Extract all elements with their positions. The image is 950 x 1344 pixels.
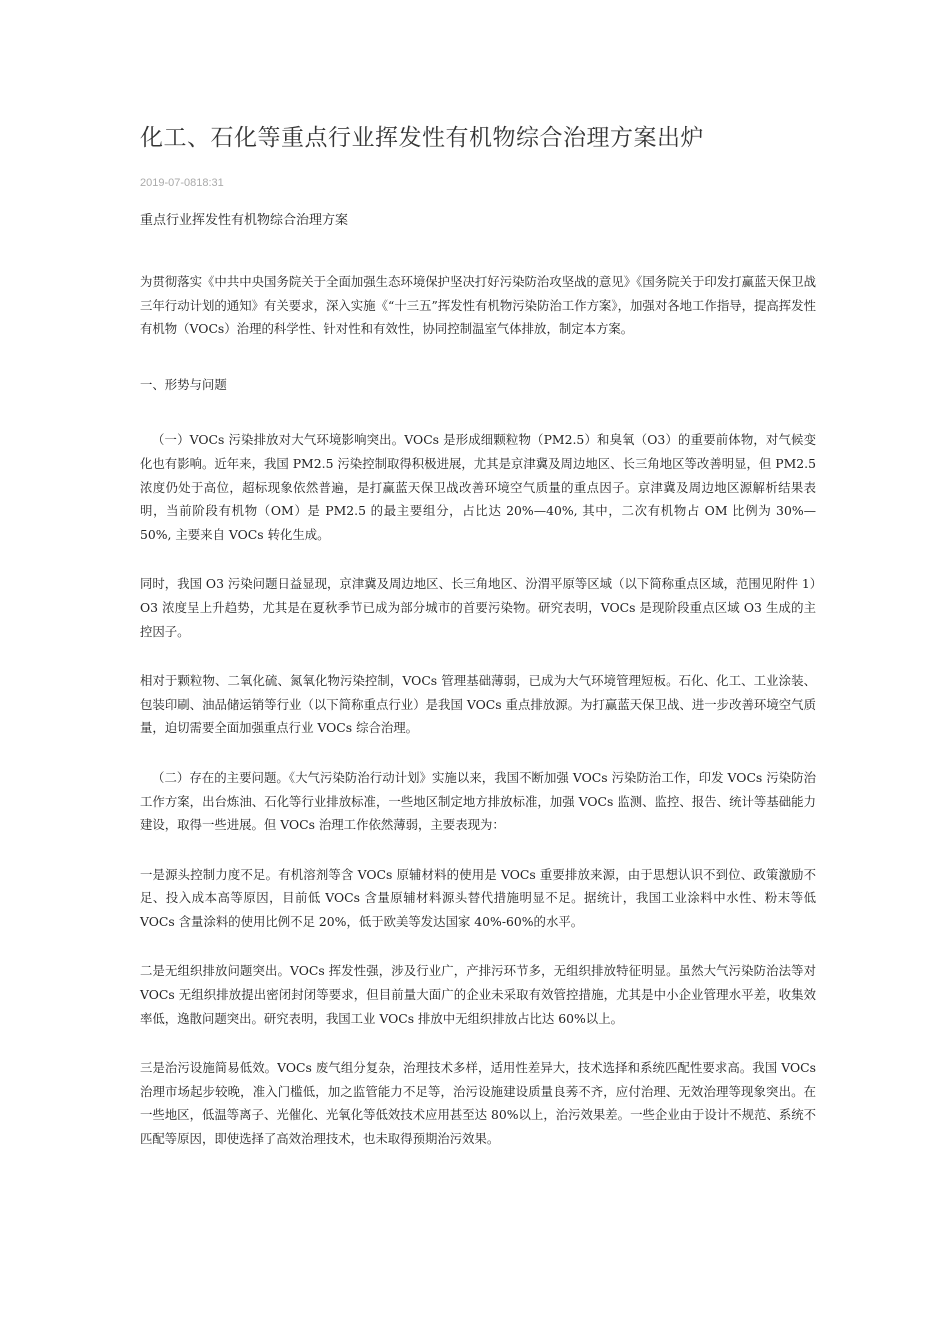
article-subtitle: 重点行业挥发性有机物综合治理方案 — [140, 213, 349, 228]
paragraph: （一）VOCs 污染排放对大气环境影响突出。VOCs 是形成细颗粒物（PM2.5）和臭氧（O3）的重要前体物，对气候变化也有影响。近年来，我国 PM2.5 污染控制取得积极进展，尤其是京津冀及周边地区、长三角地区等改善明显，但 PM2.5 浓度仍处于高位，超标现象依然普遍，是打赢蓝天保卫战改善环境空气质量的重点因子。京津冀及周边地区源解析结果表明，当前阶段有机物（OM）是 PM2.5 的最主要组分，占比达 20%—40%, 其中，二次有机物占 OM 比例为 30%—50%, 主要来自 VOCs 转化生成。 — [140, 432, 816, 542]
paragraph: 相对于颗粒物、二氧化硫、氮氧化物污染控制，VOCs 管理基础薄弱，已成为大气环境管理短板。石化、化工、工业涂装、包装印刷、油品储运销等行业（以下简称重点行业）是我国 VOCs 重点排放源。为打赢蓝天保卫战、进一步改善环境空气质量，迫切需要全面加强重点行业 VOCs 综合治理。 — [140, 673, 816, 736]
article-title: 化工、石化等重点行业挥发性有机物综合治理方案出炉 — [140, 125, 704, 151]
paragraph: 二是无组织排放问题突出。VOCs 挥发性强，涉及行业广，产排污环节多，无组织排放特征明显。虽然大气污染防治法等对 VOCs 无组织排放提出密闭封闭等要求，但目前量大面广的企业未采取有效管控措施，尤其是中小企业管理水平差，收集效率低，逸散问题突出。研究表明，我国工业 VOCs 排放中无组织排放占比达 60%以上。 — [140, 963, 816, 1026]
section-heading: 一、形势与问题 — [140, 376, 227, 392]
publish-date: 2019-07-0818:31 — [140, 177, 224, 189]
paragraph: 一是源头控制力度不足。有机溶剂等含 VOCs 原辅材料的使用是 VOCs 重要排放来源，由于思想认识不到位、政策激励不足、投入成本高等原因，目前低 VOCs 含量原辅材料源头替代措施明显不足。据统计，我国工业涂料中水性、粉末等低 VOCs 含量涂料的使用比例不足 20%，低于欧美等发达国家 40%-60%的水平。 — [140, 866, 816, 929]
paragraph: 三是治污设施简易低效。VOCs 废气组分复杂，治理技术多样，适用性差异大，技术选择和系统匹配性要求高。我国 VOCs 治理市场起步较晚，准入门槛低，加之监管能力不足等，治污设施建设质量良莠不齐，应付治理、无效治理等现象突出。在一些地区，低温等离子、光催化、光氧化等低效技术应用甚至达 80%以上，治污效果差。一些企业由于设计不规范、系统不匹配等原因，即使选择了高效治理技术，也未取得预期治污效果。 — [140, 1060, 816, 1147]
paragraph-intro: 为贯彻落实《中共中央国务院关于全面加强生态环境保护坚决打好污染防治攻坚战的意见》《国务院关于印发打赢蓝天保卫战三年行动计划的通知》有关要求，深入实施《“十三五”挥发性有机物污染防治工作方案》，加强对各地工作指导，提高挥发性有机物（VOCs）治理的科学性、针对性和有效性，协同控制温室气体排放，制定本方案。 — [140, 274, 816, 337]
paragraph: 同时，我国 O3 污染问题日益显现，京津冀及周边地区、长三角地区、汾渭平原等区域（以下简称重点区域，范围见附件 1）O3 浓度呈上升趋势，尤其是在夏秋季节已成为部分城市的首要污染物。研究表明，VOCs 是现阶段重点区域 O3 生成的主控因子。 — [140, 576, 816, 639]
paragraph: （二）存在的主要问题。《大气污染防治行动计划》实施以来，我国不断加强 VOCs 污染防治工作，印发 VOCs 污染防治工作方案，出台炼油、石化等行业排放标准，一些地区制定地方排放标准，加强 VOCs 监测、监控、报告、统计等基础能力建设，取得一些进展。但 VOCs 治理工作依然薄弱，主要表现为： — [140, 769, 816, 833]
article — [140, 118, 816, 1151]
